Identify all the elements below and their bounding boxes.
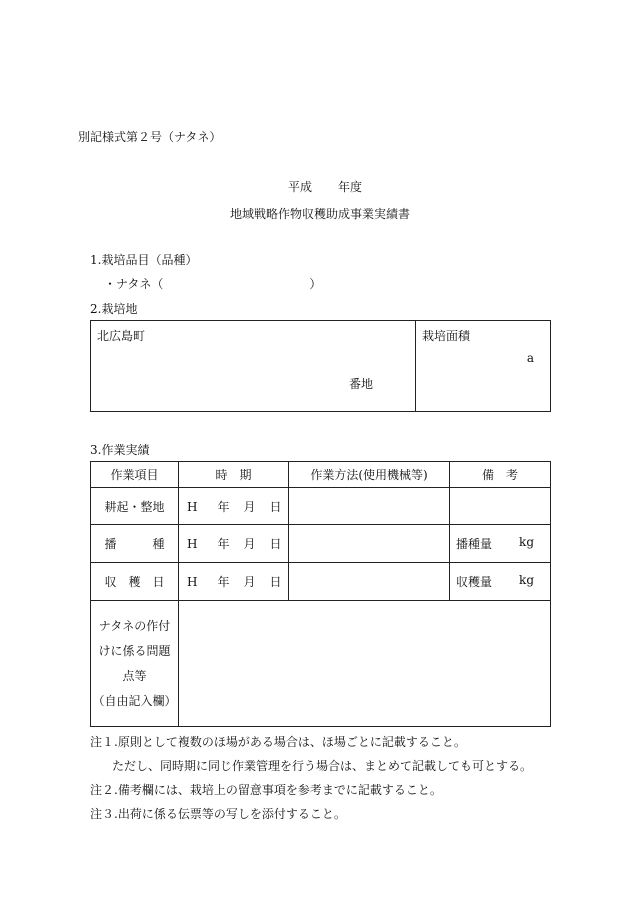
document-title: 地域戦略作物収穫助成事業実績書	[230, 207, 411, 221]
header-period: 時 期	[179, 462, 289, 488]
harvest-amount-label: 収穫量	[456, 575, 493, 589]
table-row	[91, 525, 551, 563]
sowing-amount-label: 播種量	[456, 537, 493, 551]
form-number: 別記様式第２号（ナタネ）	[78, 130, 222, 144]
sowing-amount-unit: kg	[519, 535, 534, 549]
address-suffix: 番地	[349, 377, 374, 391]
date-cell[interactable]: H 年 月 日	[179, 488, 289, 525]
table-row	[91, 488, 551, 525]
method-cell[interactable]	[289, 563, 450, 601]
table-header-row	[91, 462, 551, 488]
remarks-cell[interactable]	[450, 525, 551, 563]
variety-line	[104, 275, 321, 292]
free-entry-row	[91, 601, 551, 727]
remarks-cell[interactable]	[450, 488, 551, 525]
variety-item: ・ナタネ（	[104, 277, 164, 291]
fiscal-year-label: 年度	[338, 180, 363, 194]
method-cell[interactable]	[289, 525, 450, 563]
section1-heading: 1.栽培品目（品種）	[90, 253, 198, 267]
area-label: 栽培面積	[422, 329, 471, 343]
note-1-continued: ただし、同時期に同じ作業管理を行う場合は、まとめて記載しても可とする。	[112, 759, 533, 773]
header-work-method: 作業方法(使用機械等)	[289, 462, 450, 488]
work-item-harvest: 収 穫 日	[91, 563, 179, 601]
area-cell[interactable]	[416, 321, 551, 412]
header-work-item: 作業項目	[91, 462, 179, 488]
note-2: 注２.備考欄には、栽培上の留意事項を参考までに記載すること。	[90, 783, 442, 797]
variety-close: ）	[309, 277, 322, 291]
remarks-cell[interactable]	[450, 563, 551, 601]
section2-heading: 2.栽培地	[90, 302, 138, 316]
work-record-table	[90, 461, 551, 727]
free-entry-label: ナタネの作付 けに係る問題 点等 （自由記入欄）	[91, 601, 179, 727]
cultivation-site-table	[90, 320, 551, 412]
era-label: 平成	[288, 180, 313, 194]
free-entry-cell[interactable]	[179, 601, 551, 727]
fiscal-year-line	[288, 178, 362, 195]
town-name: 北広島町	[97, 329, 146, 343]
date-cell[interactable]: H 年 月 日	[179, 525, 289, 563]
work-item-sowing: 播 種	[91, 525, 179, 563]
method-cell[interactable]	[289, 488, 450, 525]
note-3: 注３.出荷に係る伝票等の写しを添付すること。	[90, 807, 346, 821]
harvest-amount-unit: kg	[519, 573, 534, 587]
note-1: 注１.原則として複数のほ場がある場合は、ほ場ごとに記載すること。	[90, 735, 466, 749]
header-remarks: 備 考	[450, 462, 551, 488]
address-cell[interactable]	[91, 321, 416, 412]
work-item-tillage: 耕起・整地	[91, 488, 179, 525]
date-cell[interactable]: H 年 月 日	[179, 563, 289, 601]
area-unit: a	[526, 351, 534, 365]
section3-heading: 3.作業実績	[90, 443, 150, 457]
table-row	[91, 563, 551, 601]
